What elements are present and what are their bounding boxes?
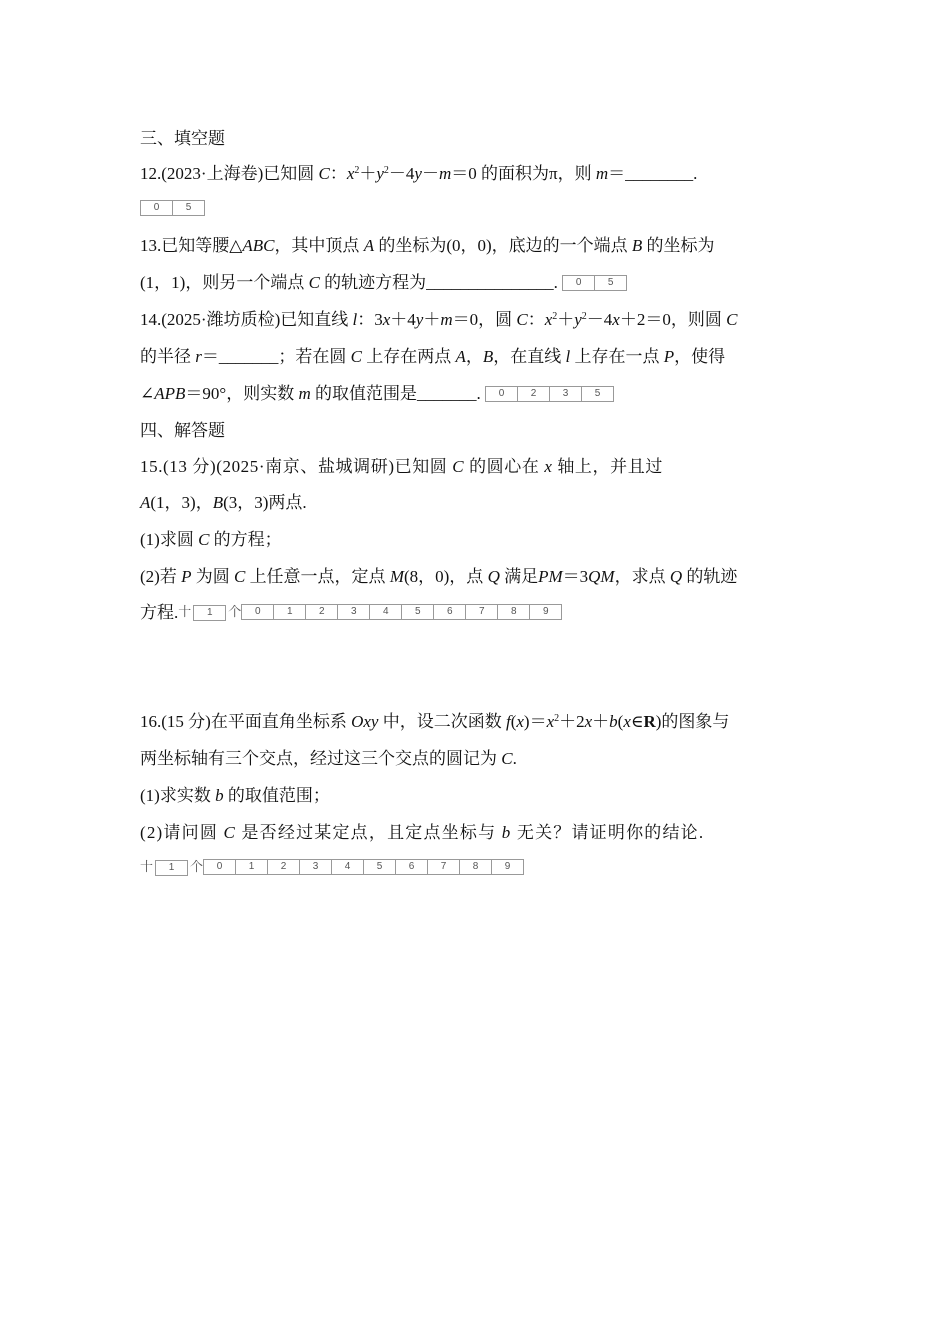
question-13-line2: (1，1)，则另一个端点 C 的轨迹方程为_______________. 0 5 [140, 272, 810, 294]
section-heading-solve: 四、解答题 [140, 421, 225, 440]
score-box[interactable]: 7 [428, 859, 460, 875]
score-box[interactable]: 0 [140, 200, 173, 216]
question-12: 12.(2023·上海卷)已知圆 C：$x^2+y^2-4y-m=0$ 的面积为π，则 m＝________. [140, 164, 698, 183]
score-box[interactable]: 0 [241, 604, 274, 620]
score-box[interactable]: 5 [402, 604, 434, 620]
score-box[interactable]: 1 [193, 605, 226, 621]
score-box[interactable]: 4 [332, 859, 364, 875]
score-box[interactable]: 2 [268, 859, 300, 875]
score-box[interactable]: 2 [306, 604, 338, 620]
score-box[interactable]: 0 [203, 859, 236, 875]
question-14: 14.(2025·潍坊质检)已知直线 l：3x＋4y＋m＝0，圆 C：$x^2+y^2-4x+2=0$，则圆 C [140, 310, 738, 329]
score-box[interactable]: 5 [595, 275, 627, 291]
section-heading-fill-in: 三、填空题 [140, 129, 225, 148]
q16-score-grid: 十 1 个 0 1 2 3 4 5 6 7 8 9 [140, 857, 524, 879]
score-box[interactable]: 5 [582, 386, 614, 402]
score-box[interactable]: 0 [562, 275, 595, 291]
score-box[interactable]: 0 [485, 386, 518, 402]
score-box[interactable]: 3 [300, 859, 332, 875]
question-15-part2-end: 方程. 十 1 个 0 1 2 3 4 5 6 7 8 9 [140, 602, 810, 625]
score-box[interactable]: 6 [434, 604, 466, 620]
question-16-part1: (1)求实数 b 的取值范围； [140, 786, 330, 805]
question-14-line3: ∠APB＝90°，则实数 m 的取值范围是_______. 0 2 3 5 [140, 383, 810, 405]
score-box[interactable]: 1 [236, 859, 268, 875]
q12-score-boxes [140, 197, 810, 219]
question-15-part2: (2)若 P 为圆 C 上任意一点，定点 M(8，0)，点 Q 满足PM＝3QM，求点 Q 的轨迹 [140, 567, 738, 586]
score-box[interactable]: 9 [530, 604, 562, 620]
score-box[interactable]: 2 [518, 386, 550, 402]
score-box[interactable]: 8 [498, 604, 530, 620]
question-13: 13.已知等腰△ABC，其中顶点 A 的坐标为(0，0)，底边的一个端点 B 的坐标为 [140, 236, 715, 255]
question-16: 16.(15 分)在平面直角坐标系 Oxy 中，设二次函数 $f(x)=x^2+2x+b(x\in R)$的图象与 [140, 712, 730, 731]
question-15: 15.(13 分)(2025·南京、盐城调研)已知圆 C 的圆心在 x 轴上，并且过 [140, 457, 663, 476]
q15-score-grid: 十 1 个 0 1 2 3 4 5 6 7 8 9 [178, 602, 562, 624]
score-box[interactable]: 5 [173, 200, 205, 216]
score-box[interactable]: 8 [460, 859, 492, 875]
question-16-line2: 两坐标轴有三个交点，经过这三个交点的圆记为 C. [140, 749, 517, 768]
question-14-line2: 的半径 r＝_______；若在圆 C 上存在两点 A，B，在直线 l 上存在一点 P，使得 [140, 347, 726, 366]
score-box[interactable]: 6 [396, 859, 428, 875]
score-box[interactable]: 4 [370, 604, 402, 620]
q16-score-grid-line [140, 857, 810, 880]
score-box[interactable]: 1 [274, 604, 306, 620]
question-16-part2: (2)请问圆 C 是否经过某定点，且定点坐标与 b 无关？请证明你的结论. [140, 823, 705, 842]
score-box[interactable]: 3 [338, 604, 370, 620]
question-15-line2: A(1，3)，B(3，3)两点. [140, 493, 307, 512]
score-box[interactable]: 7 [466, 604, 498, 620]
question-15-part1: (1)求圆 C 的方程； [140, 530, 282, 549]
score-box[interactable]: 3 [550, 386, 582, 402]
score-box[interactable]: 5 [364, 859, 396, 875]
score-box[interactable]: 9 [492, 859, 524, 875]
score-box[interactable]: 1 [155, 860, 188, 876]
